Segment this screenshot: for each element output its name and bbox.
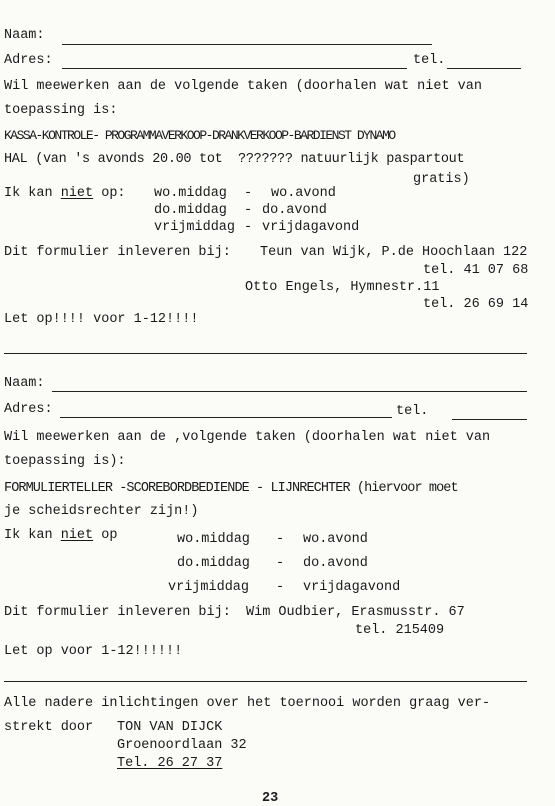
contact-2-tel: tel. 26 69 14 <box>423 297 529 312</box>
availability-label <box>4 529 117 543</box>
contact-1-name: Teun van Wijk, P.de Hoochlaan 122 <box>260 245 528 260</box>
address-field-line[interactable] <box>60 417 392 418</box>
submit-label: Dit formulier inleveren bij: <box>4 245 231 260</box>
dash: - <box>244 203 253 218</box>
tasks-line-3: gratis) <box>413 172 470 187</box>
section-divider <box>4 681 527 682</box>
intro-line-2: toepassing is: <box>4 103 118 118</box>
contact-1-tel: tel. 41 07 68 <box>423 263 529 278</box>
day-option[interactable]: do.middag <box>177 556 250 571</box>
name-field-line[interactable] <box>62 44 432 45</box>
contact-2-name: Otto Engels, Hymnestr.11 <box>245 280 440 295</box>
day-option[interactable]: do.middag <box>154 203 227 218</box>
day-option[interactable]: wo.middag <box>177 532 250 547</box>
tasks-line-2: HAL (van 's avonds 20.00 tot ??????? natuurlijk paspartout <box>4 152 465 167</box>
day-option[interactable]: wo.avond <box>271 186 336 201</box>
info-contact-name: TON VAN DIJCK <box>117 720 223 735</box>
day-option[interactable]: vrijmiddag <box>168 580 250 595</box>
availability-not: niet <box>60 528 94 543</box>
availability-not: niet <box>60 186 94 201</box>
day-option[interactable]: wo.avond <box>303 532 368 547</box>
deadline-note: Let op!!!! voor 1-12!!!! <box>4 312 199 327</box>
address-field-line[interactable] <box>62 68 407 69</box>
submit-label: Dit formulier inleveren bij: <box>4 605 231 620</box>
tel-field-line[interactable] <box>452 419 527 420</box>
day-option[interactable]: do.avond <box>262 203 327 218</box>
tel-label: tel. <box>413 53 446 68</box>
dash: - <box>276 556 285 571</box>
contact-name: Wim Oudbier, Erasmusstr. 67 <box>246 605 465 620</box>
availability-suffix: op: <box>101 186 126 201</box>
info-contact-tel: Tel. 26 27 37 <box>117 756 223 771</box>
info-contact-street: Groenoordlaan 32 <box>117 738 247 753</box>
availability-suffix: op <box>101 528 118 543</box>
tasks-line-1: FORMULIERTELLER -SCOREBORDBEDIENDE - LIJNRECHTER (hiervoor moet <box>4 481 458 496</box>
intro-line-1: Wil meewerken aan de ,volgende taken (doorhalen wat niet van <box>4 430 491 445</box>
dash: - <box>244 220 253 235</box>
dash: - <box>276 532 285 547</box>
day-option[interactable]: vrijmiddag <box>154 220 236 235</box>
tel-field-line[interactable] <box>447 68 521 69</box>
availability-label <box>4 187 126 201</box>
name-field-line[interactable] <box>52 391 527 392</box>
day-option[interactable]: vrijdagavond <box>303 580 401 595</box>
info-line-2: strekt door <box>4 720 94 735</box>
intro-line-1: Wil meewerken aan de volgende taken (doorhalen wat niet van <box>4 79 482 94</box>
dash: - <box>244 186 253 201</box>
info-line-1: Alle nadere inlichtingen over het toernooi worden graag ver- <box>4 696 491 711</box>
name-label: Naam: <box>4 28 45 43</box>
day-option[interactable]: do.avond <box>303 556 368 571</box>
tasks-line-1: KASSA-KONTROLE- PROGRAMMAVERKOOP-DRANKVERKOOP-BARDIENST DYNAMO <box>4 128 395 143</box>
dash: - <box>276 580 285 595</box>
day-option[interactable]: wo.middag <box>154 186 227 201</box>
deadline-note: Let op voor 1-12!!!!!! <box>4 644 183 659</box>
tel-label: tel. <box>396 404 429 419</box>
page-number: 23 <box>262 791 279 806</box>
address-label: Adres: <box>4 402 53 417</box>
availability-prefix: Ik kan <box>4 528 53 543</box>
address-label: Adres: <box>4 53 53 68</box>
contact-tel: tel. 215409 <box>355 623 445 638</box>
availability-prefix: Ik kan <box>4 186 53 201</box>
name-label: Naam: <box>4 376 45 391</box>
intro-line-2: toepassing is): <box>4 454 126 469</box>
tasks-line-2: je scheidsrechter zijn!) <box>4 504 199 519</box>
section-divider <box>4 353 527 354</box>
day-option[interactable]: vrijdagavond <box>262 220 360 235</box>
